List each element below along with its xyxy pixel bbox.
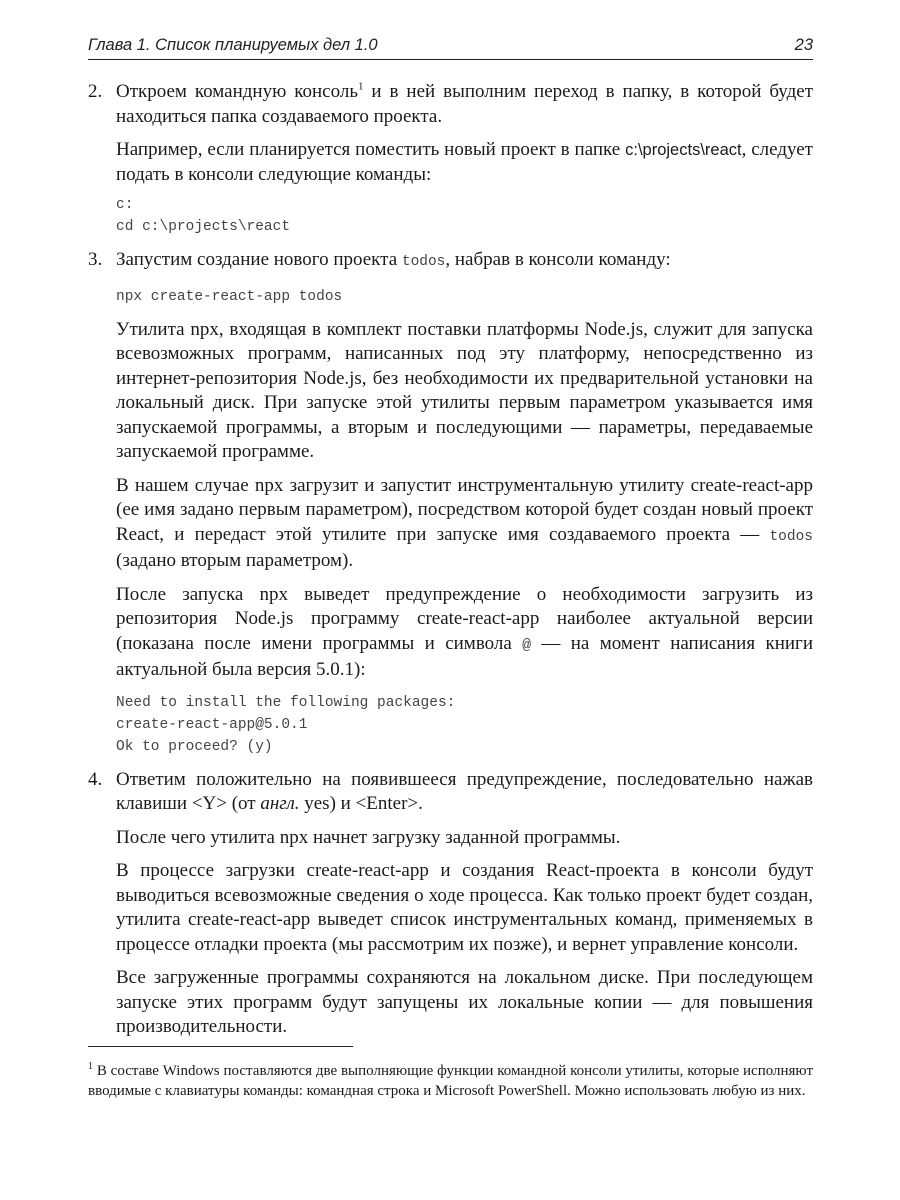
text-run: (задано вторым параметром). xyxy=(116,550,354,571)
chapter-title: Глава 1. Список планируемых дел 1.0 xyxy=(88,36,378,54)
footnote-text: В составе Windows поставляются две выполняющие функции командной консоли утилиты, которые исполняют вводимые с клавиатуры команды: командная строка и Microsoft PowerShell. Можно использовать любую из них. xyxy=(88,1063,813,1099)
code-block: npx create-react-app todos xyxy=(116,288,343,305)
footnote xyxy=(88,1062,813,1101)
paragraph xyxy=(116,248,813,275)
paragraph xyxy=(116,80,813,129)
page-body xyxy=(88,80,813,1049)
text-run: Запустим создание нового проекта xyxy=(116,249,402,270)
code-block: c: cd c:\projects\react xyxy=(116,197,291,235)
inline-code: todos xyxy=(401,254,446,270)
paragraph: Утилита npx, входящая в комплект поставки платформы Node.js, служит для запуска всевозможных программ, написанных под эту платформу, непосредственно из интернет-репозитория Node.js, без необходимости их предварительной установки на локальный диск. При запуске этой утилиты первым параметром указывается имя запускаемой программы, а вторым и последующими — параметры, передаваемые запускаемой программе. xyxy=(116,318,813,462)
page-header xyxy=(88,36,813,60)
paragraph xyxy=(116,583,813,683)
item-number: 2. xyxy=(88,81,103,102)
text-run: Откроем командную консоль xyxy=(116,81,358,102)
text-run: и в ней выполним переход в папку, в которой будет находиться папка создаваемого проекта. xyxy=(116,81,813,127)
item-number: 3. xyxy=(88,249,103,270)
text-run: После запуска npx выведет предупреждение о необходимости загрузить из репозитория Node.js программу create-react-app наиболее актуальной версии (показана после имени программы и символа xyxy=(116,583,813,654)
page-number: 23 xyxy=(794,36,813,54)
paragraph: Все загруженные программы сохраняются на локальном диске. При последующем запуске этих программ будут запущены их локальные копии — для повышения производительности. xyxy=(116,967,813,1037)
footnote-divider xyxy=(88,1046,353,1047)
paragraph: В процессе загрузки create-react-app и создания React-проекта в консоли будут выводиться всевозможные сведения о ходе процесса. Как только проект будет создан, утилита create-react-app выведет список инструментальных команд, применяемых в процессе отладки проекта (мы рассмотрим их позже), и вернет управление консоли. xyxy=(116,860,813,955)
list-item-3 xyxy=(88,248,813,284)
text-run: Например, если планируется поместить новый проект в папке xyxy=(116,139,626,160)
text-run: yes) и <Enter>. xyxy=(299,793,423,814)
emphasis: англ. xyxy=(260,793,300,814)
path-text: c:\projects\react xyxy=(625,141,742,159)
paragraph xyxy=(116,768,813,817)
text-run: — на момент написания книги актуальной была версия 5.0.1): xyxy=(116,632,813,680)
paragraph xyxy=(116,474,813,574)
footnote-marker: 1 xyxy=(88,1061,93,1072)
item-number: 4. xyxy=(88,768,103,790)
text-run: Ответим положительно на появившееся предупреждение, последовательно нажав клавиши <Y> (от xyxy=(116,768,813,814)
footnote-ref: 1 xyxy=(358,80,364,93)
inline-code: todos xyxy=(769,528,813,545)
code-block: Need to install the following packages: create-react-app@5.0.1 Ok to proceed? (y) xyxy=(116,694,456,755)
inline-code: @ xyxy=(522,637,531,654)
text-run: , следует подать в консоли следующие команды: xyxy=(116,139,813,185)
list-item-4 xyxy=(88,768,813,1049)
list-item-2 xyxy=(88,80,813,196)
paragraph: После чего утилита npx начнет загрузку заданной программы. xyxy=(116,826,621,848)
text-run: , набрав в консоли команду: xyxy=(445,249,671,270)
text-run: В нашем случае npx загрузит и запустит инструментальную утилиту create-react-app (ее имя задано первым параметром), посредством которой будет создан новый проект React, и передаст этой утилите при запуске имя создаваемого проекта — xyxy=(116,474,813,545)
paragraph xyxy=(116,138,813,187)
